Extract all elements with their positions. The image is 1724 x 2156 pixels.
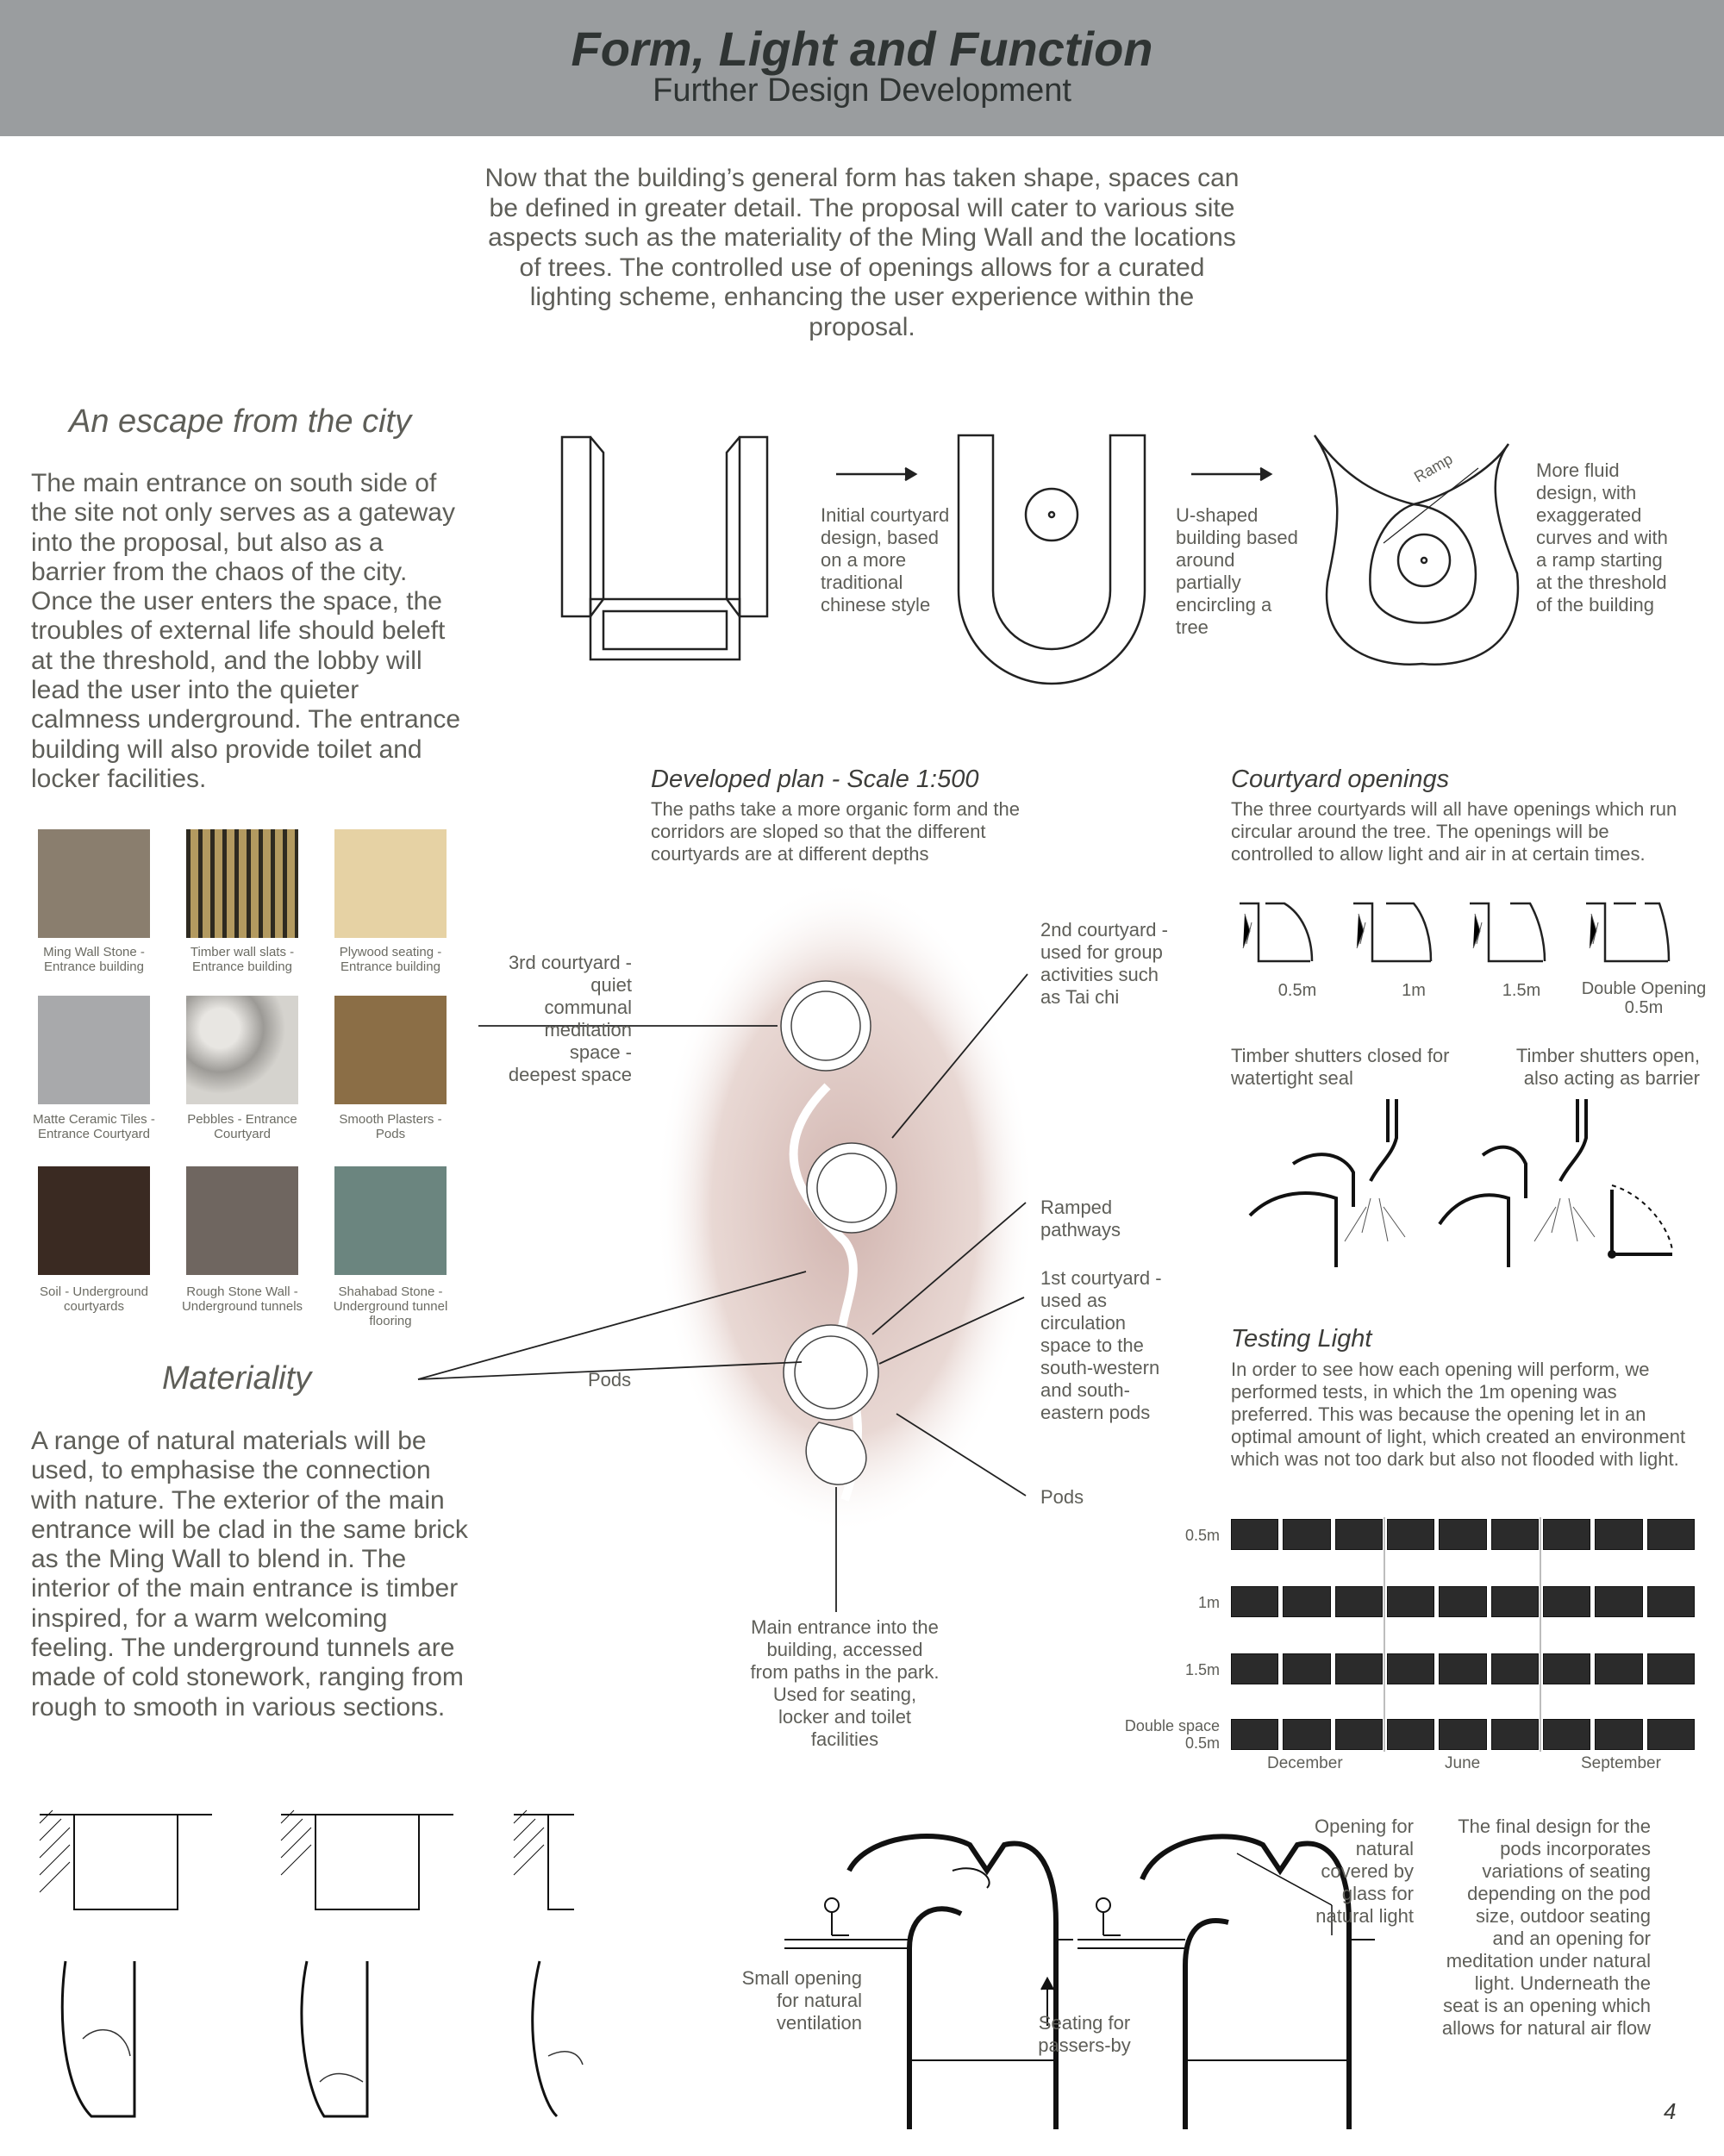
swatch-ceramic-tiles (38, 996, 150, 1104)
plan-description: The paths take a more organic form and the corridors are sloped so that the different courtyards are at different depths (651, 798, 1021, 865)
swatch-label: Shahabad Stone - Underground tunnel flooring (333, 1284, 448, 1328)
courtyard-heading: Courtyard openings (1231, 766, 1450, 793)
opening-size-label: Double Opening 0.5m (1581, 979, 1707, 1017)
swatch-label: Soil - Underground courtyards (40, 1284, 148, 1314)
light-row-label: 0.5m (1184, 1527, 1220, 1544)
small-opening-label: Small opening for natural ventilation (741, 1967, 862, 2034)
swatch-shahabad-stone (334, 1166, 447, 1275)
materiality-heading: Materiality (162, 1360, 312, 1397)
form-step-3-text: More fluid design, with exaggerated curves and with a ramp starting at the threshold of the building (1536, 459, 1668, 616)
shutters-closed-label: Timber shutters closed for watertight seal (1231, 1045, 1450, 1089)
plan-label-1st-courtyard: 1st courtyard - used as circulation space to the south-western and south-eastern pods (1040, 1267, 1162, 1423)
page-subtitle: Further Design Development (653, 72, 1071, 109)
swatch-smooth-plaster (334, 996, 447, 1104)
light-test-row-double (1231, 1719, 1695, 1750)
light-row-label: 1.5m (1184, 1661, 1220, 1678)
testing-heading: Testing Light (1231, 1325, 1372, 1353)
testing-description: In order to see how each opening will perform, we performed tests, in which the 1m opening was preferred. This was because the opening let in an optimal amount of light, which created an environment which was not too dark but also not flooded with light. (1231, 1359, 1686, 1470)
seating-label: Seating for passers-by (1038, 2012, 1131, 2056)
opening-size-label: 1m (1402, 981, 1426, 1000)
swatch-label: Timber wall slats - Entrance building (190, 945, 295, 974)
tree-roots (1243, 914, 1598, 948)
page-number: 4 (1664, 2098, 1677, 2124)
shutters-open-label: Timber shutters open, also acting as barrier (1515, 1045, 1700, 1089)
form-step-1-text: Initial courtyard design, based on a more traditional chinese style (821, 504, 950, 616)
opening-size-label: 0.5m (1277, 981, 1317, 1000)
month-label: December (1267, 1754, 1343, 1772)
shutter-sketches (1241, 1095, 1707, 1276)
month-divider (1540, 1517, 1541, 1752)
plan-label-entrance: Main entrance into the building, accessed from paths in the park. Used for seating, locker and toilet facilities (750, 1616, 940, 1750)
arrow-2 (1191, 468, 1271, 480)
initial-courtyard-shape (562, 437, 767, 659)
form-evolution-diagram (552, 427, 1707, 685)
pod-interior-sketches (31, 1806, 583, 2142)
light-row-label: 1m (1197, 1594, 1220, 1611)
plan-label-pods-right: Pods (1040, 1486, 1084, 1508)
light-row-label: Double space 0.5m (1124, 1717, 1220, 1752)
ramp-label: Ramp (1411, 450, 1456, 486)
light-test-row-1.5m (1231, 1653, 1695, 1684)
intro-paragraph: Now that the building’s general form has taken shape, spaces can be defined in greater detail. The proposal will cater to various site aspects such as the materiality of the Ming Wall and the locations of trees. The controlled use of openings allows for a curated lighting scheme, enhancing the user experience within the proposal. (484, 164, 1240, 341)
swatch-ming-wall-stone (38, 829, 150, 938)
courtyard-description: The three courtyards will all have openings which run circular around the tree. The openings will be controlled to allow light and air in at certain times. (1231, 798, 1677, 865)
plan-heading: Developed plan - Scale 1:500 (651, 766, 979, 793)
swatch-label: Smooth Plasters - Pods (339, 1112, 442, 1141)
opening-sections (1233, 897, 1698, 983)
opening-size-label: 1.5m (1502, 981, 1541, 1000)
swatch-pebbles (186, 996, 298, 1104)
form-step-2-text: U-shaped building based around partially encircling a tree (1176, 504, 1298, 638)
month-label: September (1581, 1754, 1661, 1772)
light-test-row-0.5m (1231, 1519, 1695, 1550)
swatch-label: Matte Ceramic Tiles - Entrance Courtyard (33, 1112, 155, 1141)
escape-heading: An escape from the city (69, 403, 412, 440)
swatch-label: Ming Wall Stone - Entrance building (43, 945, 145, 974)
plan-label-ramped: Ramped pathways (1040, 1197, 1121, 1240)
figures (825, 1898, 1121, 1935)
pods-final-description: The final design for the pods incorporates variations of seating depending on the pod size, outdoor seating and an opening for meditation under natural light. Underneath the seat is an opening which allows for natural air flow (1441, 1815, 1651, 2039)
swatch-label: Plywood seating - Entrance building (339, 945, 442, 974)
u-shape (959, 435, 1145, 684)
swatch-plywood (334, 829, 447, 938)
swatch-label: Pebbles - Entrance Courtyard (187, 1112, 297, 1141)
glass-opening-label: Opening for natural covered by glass for natural light (1315, 1815, 1414, 1927)
page-title: Form, Light and Function (571, 22, 1153, 76)
swatch-timber-slats (186, 829, 298, 938)
arrow-1 (836, 468, 915, 480)
swatch-rough-stone (186, 1166, 298, 1275)
plan-label-2nd-courtyard: 2nd courtyard - used for group activities such as Tai chi (1040, 919, 1168, 1008)
hatching (40, 1810, 544, 1892)
plan-label-pods-left: Pods (588, 1369, 632, 1390)
escape-body: The main entrance on south side of the site not only serves as a gateway into the proposal, but also as a barrier from the chaos of the city. Once the user enters the space, the troubles of external life should beleft at the threshold, and the lobby will lead the user into the quieter calmness underground. The entrance building will also provide toilet and locker facilities. (31, 469, 461, 793)
swatch-soil (38, 1166, 150, 1275)
materiality-body: A range of natural materials will be used, to emphasise the connection with nature. The exterior of the main entrance will be clad in the same brick as the Ming Wall to blend in. The interior of the main entrance is timber inspired, for a warm welcoming feeling. The underground tunnels are made of cold stonework, ranging from rough to smooth in various sections. (31, 1427, 468, 1722)
swatch-label: Rough Stone Wall - Underground tunnels (181, 1284, 303, 1314)
month-label: June (1445, 1754, 1481, 1772)
month-divider (1384, 1517, 1385, 1752)
plan-label-3rd-courtyard: 3rd courtyard - quiet communal meditation space - deepest space (508, 952, 632, 1085)
light-test-row-1m (1231, 1586, 1695, 1617)
